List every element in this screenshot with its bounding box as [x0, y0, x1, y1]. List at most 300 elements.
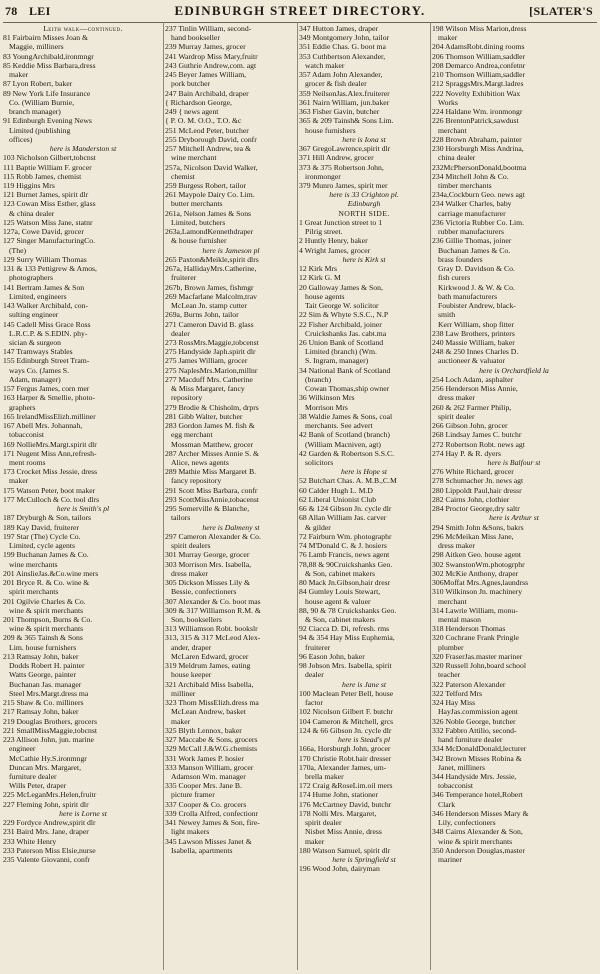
directory-entry: 275 James William, grocer	[165, 356, 248, 366]
directory-entry: 233 Paterson Miss Elsie,nurse	[3, 845, 96, 855]
directory-entry: 257 Mitchell Andrew, tea &	[165, 144, 251, 154]
directory-entry: house furnishers	[305, 125, 356, 135]
directory-entry: 171 Nugent Miss Ann,refresh-	[3, 448, 97, 458]
directory-entry: dress maker	[438, 393, 475, 403]
directory-entry: here is Manderston st	[49, 144, 117, 154]
directory-entry: 42 Garden & Robertson S.S.C.	[299, 448, 395, 458]
directory-column-1	[3, 24, 163, 970]
directory-entry: 72 Fairburn Wm. photographr	[299, 531, 392, 541]
directory-entry: 342 Brown Misses Robina &	[432, 753, 522, 763]
directory-entry: 124 & 66 Gibson Jn. cycle dlr	[299, 725, 392, 735]
directory-entry: HayJas.commission agent	[438, 707, 518, 717]
directory-entry: maker	[9, 476, 29, 486]
directory-entry: Steel Mrs.Margt.dress ma	[9, 688, 89, 698]
directory-entry: 326 Noble George, butcher	[432, 716, 516, 726]
directory-entry: 351 Eddie Chas. G. boot ma	[299, 42, 386, 52]
directory-entry: 98 Jobson Mrs. Isabella, spirit	[299, 661, 392, 671]
directory-entry: 209 & 365 Tainsh & Sons	[3, 633, 83, 643]
directory-entry: house agents	[305, 291, 345, 301]
directory-entry: 198 Wilson Miss Marion,dress	[432, 24, 527, 33]
directory-entry: 91 Edinburgh Evening News	[3, 116, 92, 126]
directory-entry: bath manufacturers	[438, 291, 498, 301]
directory-entry: 68 Allan William Jas. carver	[299, 513, 387, 523]
directory-entry: wine merchants	[9, 559, 58, 569]
directory-entry: 241 Wardrop Miss Mary,fruitr	[165, 51, 258, 61]
directory-entry: furniture dealer	[9, 771, 57, 781]
directory-entry: 212 SpraggsMrs.Margt.ladres	[432, 79, 524, 89]
directory-entry: ander, draper	[171, 642, 212, 652]
directory-entry: 201 Thompson, Burns & Co.	[3, 615, 93, 624]
directory-entry: 363 Fisher Gavin, butcher	[299, 107, 380, 117]
directory-entry: 371 Hill Andrew, grocer	[299, 153, 374, 163]
directory-entry: Limited, engineers	[9, 291, 67, 301]
directory-entry: 234 Mitchell John & Co.	[432, 171, 509, 181]
directory-entry: 256 Henderson Miss Annie,	[432, 384, 518, 394]
directory-entry: 307 Alexander & Co. boot mas	[165, 596, 261, 606]
directory-entry: 305 Dickson Misses Lily &	[165, 578, 250, 588]
directory-entry: tailors	[171, 513, 191, 523]
directory-entry: 170a, Alexander James, um-	[299, 762, 387, 772]
directory-entry: Clark	[438, 799, 456, 809]
directory-entry: 227 Fleming John, spirit dlr	[3, 799, 89, 809]
directory-entry: 111 Baptie William F. grocer	[3, 162, 92, 172]
directory-entry: 361 Nairn William, jun.baker	[299, 97, 390, 107]
directory-entry: 210 Thomson William,saddler	[432, 70, 526, 80]
directory-entry: 234 Walker Charles, baby	[432, 199, 512, 209]
directory-entry: 367 GregoLawrence,spirit dlr	[299, 144, 391, 154]
directory-entry: 62 Liberal Unionist Club	[299, 494, 377, 504]
directory-column-4	[432, 24, 596, 970]
directory-entry: here is Smith's pl	[56, 504, 110, 514]
directory-entry: 147 Tramways Stables	[3, 347, 73, 357]
directory-entry: 76 Lamb Francis, news agent	[299, 550, 390, 560]
directory-entry: 346 Henderson Misses Mary &	[432, 808, 529, 818]
directory-entry: (branch)	[305, 374, 332, 384]
directory-entry: 173 Crocket Miss Jessie, dress	[3, 467, 98, 477]
directory-entry: tobacconist	[9, 430, 45, 440]
directory-entry: 273 RossMrs.Maggie,tobcenst	[165, 337, 259, 347]
directory-entry: 89 New York Life Insurance	[3, 88, 91, 98]
directory-entry: 333 Manson William, grocer	[165, 762, 254, 772]
directory-entry: 187 Dryburgh & Son, tailors	[3, 513, 92, 523]
directory-entry: Son, booksellers	[171, 615, 222, 624]
directory-entry: 357 Adam John Alexander,	[299, 70, 383, 80]
directory-entry: here is Dalmeny st	[202, 522, 260, 532]
directory-entry: 257a, Nicolson David Walker,	[165, 162, 258, 172]
directory-entry: 223 Allison John, jun. marine	[3, 735, 94, 745]
directory-entry: 346 Temperance hotel,Robert	[432, 790, 523, 800]
directory-entry: 268 Lindsay James C. butchr	[432, 430, 522, 440]
directory-entry: 255 Dryborough David, confr	[165, 134, 257, 144]
directory-entry: here is Iona st	[342, 134, 386, 144]
directory-entry: 234a,Cockburn Geo. news agt	[432, 190, 525, 200]
directory-entry: 274 Hay P. & R. dyers	[432, 448, 501, 458]
directory-entry: & house furnisher	[171, 236, 227, 246]
directory-entry: 344 Handyside Mrs. Jessie,	[432, 771, 517, 781]
directory-entry: 320 Russell John,board school	[432, 661, 526, 671]
directory-entry: 22 Fisher Archibald, joiner	[299, 319, 382, 329]
directory-entry: 306Moffat Mrs.Agnes,laundrss	[432, 578, 529, 588]
directory-entry: Duncan Mrs. Margaret,	[9, 762, 82, 772]
directory-entry: butter merchants	[171, 199, 223, 209]
directory-entry: 206 Thomson William,saddler	[432, 51, 526, 61]
directory-entry: 80 Mack Jn.Gibson,hair dresr	[299, 578, 391, 588]
directory-entry: graphers	[9, 402, 36, 412]
directory-entry: 81 Fairbairn Misses Joan &	[3, 33, 88, 43]
directory-entry: 298 Aitken Geo. house agent	[432, 550, 522, 560]
section-marker: LEI	[29, 4, 51, 18]
directory-entry: solicitors	[305, 458, 334, 468]
directory-entry: 347 Hutton James, draper	[299, 24, 378, 33]
directory-entry: 217 Ramsay John, baker	[3, 707, 79, 717]
directory-entry: 295 Somerville & Blanche,	[165, 504, 250, 514]
directory-entry: 42 Bank of Scotland (branch)	[299, 430, 390, 440]
directory-entry: spirit dealers	[171, 541, 211, 551]
directory-entry: 282 Cairns John, clothier	[432, 494, 510, 504]
directory-entry: 103 Nicholson Gilbert,tobcnst	[3, 153, 96, 163]
directory-entry: 167 Abell Mrs. Johannah,	[3, 421, 83, 431]
directory-entry: 12 Kirk G. M	[299, 273, 341, 283]
directory-entry: 271 Cameron David B. glass	[165, 319, 254, 329]
directory-entry: 26 Union Bank of Scotland	[299, 337, 384, 347]
directory-entry: 294 Smith John &Sons, bakrs	[432, 522, 524, 532]
directory-entry: 83 YoungArchibald,ironmngr	[3, 51, 94, 61]
directory-entry: 238 Law Brothers, printers	[432, 328, 515, 338]
directory-entry: maker	[171, 716, 191, 726]
directory-entry: 322 Telford Mrs	[432, 688, 483, 698]
directory-entry: Cowan Thomas,ship owner	[305, 384, 390, 394]
directory-entry: wine & spirit merchants	[9, 605, 84, 615]
directory-entry: 261 Maypole Dairy Co. Lim.	[165, 190, 255, 200]
directory-entry: egg merchant	[171, 430, 213, 440]
directory-entry: factor	[305, 698, 323, 708]
directory-entry: here is Jane st	[342, 679, 386, 689]
directory-entry: 278 Schumacher Jn. news agt	[432, 476, 524, 486]
directory-entry: 269 Macfarlane Malcolm,trav	[165, 291, 257, 301]
directory-entry: 236 Gillie Thomas, joiner	[432, 236, 512, 246]
directory-entry: 329 McCall J.&W.G.chemists	[165, 744, 258, 754]
directory-entry: 365 & 209 Tainsh& Sons Lim.	[299, 116, 394, 126]
directory-entry: 335 Cooper Mrs. Jane B.	[165, 781, 242, 791]
directory-entry: & china dealer	[9, 208, 55, 218]
directory-entry: carriage manufacturer	[438, 208, 506, 218]
directory-entry: 230 Horsburgh Miss Andrina,	[432, 144, 524, 154]
directory-entry: wine & spirit merchants	[438, 836, 513, 846]
directory-entry: here is 33 Crighton pl.	[329, 190, 399, 200]
directory-entry: 236 Victoria Rubber Co. Lim.	[432, 217, 525, 227]
directory-entry: here is Springfield st	[332, 855, 396, 865]
directory-entry: 301 Murray George, grocer	[165, 550, 250, 560]
directory-entry: grocer & fish dealer	[305, 79, 367, 89]
directory-entry: 92 Ciacca D. Di, refresh. rms	[299, 624, 390, 634]
directory-entry: McCathie Hy.S.ironmngr	[9, 753, 87, 763]
directory-entry: 239 Murray James, grocer	[165, 42, 246, 52]
directory-entry: 100 Maclean Peter Bell, house	[299, 688, 394, 698]
directory-entry: & Son, cabinet makers	[305, 615, 376, 624]
directory-entry: 310 Wilkinson Jn. machinery	[432, 587, 523, 597]
directory-entry: 88, 90 & 78 Cruickshanks Geo.	[299, 605, 397, 615]
directory-entry: merchant	[438, 125, 467, 135]
directory-entry: Dodds Robert H. painter	[9, 661, 85, 671]
directory-entry: { Richardson George,	[165, 97, 232, 107]
directory-entry: 261a, Nelson James & Sons	[165, 208, 252, 218]
directory-entry: sulting engineer	[9, 310, 59, 320]
directory-entry: 267b, Brown James, fishmgr	[165, 282, 254, 292]
directory-entry: Alice, news agents	[171, 458, 229, 468]
directory-entry: merchants. See advert	[305, 421, 373, 431]
directory-entry: 345 Lawson Misses Janet &	[165, 836, 252, 846]
directory-entry: here is Jameson pl	[202, 245, 260, 255]
directory-entry: 323 Thom MissElizh.dress ma	[165, 698, 259, 708]
directory-entry: 155 Edinburgh Street Tram-	[3, 356, 90, 366]
directory-entry: Buchanan Jas. manager	[9, 679, 82, 689]
directory-entry: dress maker	[438, 541, 475, 551]
directory-entry: 321 Archibald Miss Isabella,	[165, 679, 254, 689]
directory-entry: 320 FraserJas.master mariner	[432, 651, 523, 661]
directory-entry: 235 Valente Giovanni, confr	[3, 855, 90, 865]
directory-entry: china dealer	[438, 153, 476, 163]
directory-entry: 359 NeilsonJas.Alex.fruiterer	[299, 88, 390, 98]
directory-entry: Cruickshanks Jas. cabt.ma	[305, 328, 387, 338]
directory-entry: spirit dealer	[438, 411, 475, 421]
directory-entry: 104 Cameron & Mitchell, grcs	[299, 716, 394, 726]
directory-entry: 267a, HallidayMrs.Catherine,	[165, 264, 257, 274]
directory-entry: 269a, Burns John, tailor	[165, 310, 239, 320]
directory-entry: dealer	[171, 328, 190, 338]
directory-entry: timber merchants	[438, 180, 492, 190]
directory-entry: 289 Mathie Miss Margaret B.	[165, 467, 257, 477]
directory-entry: 240 Massie William, baker	[432, 337, 515, 347]
directory-entry: 302 SwanstonWm.photogrphr	[432, 559, 525, 569]
directory-entry: Edinburgh	[347, 199, 381, 209]
directory-entry: 263a,LamondKennethdraper	[165, 227, 254, 237]
directory-entry: Limited, butchers	[171, 217, 226, 227]
directory-entry: spirit merchants	[9, 587, 59, 597]
directory-entry: 213 Ramsay John, baker	[3, 651, 79, 661]
directory-entry: mental mason	[438, 615, 481, 624]
directory-entry: 254 Loch Adam, asphalter	[432, 374, 514, 384]
directory-entry: sician & surgeon	[9, 337, 61, 347]
directory-entry: NORTH SIDE.	[338, 208, 390, 218]
directory-entry: 249 { news agent	[165, 107, 219, 117]
directory-entry: Kerr William, shop fitter	[438, 319, 514, 329]
directory-entry: 260 & 262 Farmer Philip,	[432, 402, 512, 412]
directory-entry: 341 Newey James & Son, fire-	[165, 818, 260, 828]
directory-entry: 157 Fergus James, corn mer	[3, 384, 90, 394]
directory-entry: 84 Gumley Louis Stewart,	[299, 587, 381, 597]
directory-entry: 189 Kay David, fruiterer	[3, 522, 79, 532]
directory-entry: 34 National Bank of Scotland	[299, 365, 391, 375]
directory-entry: 232McPhersonDonald,bootma	[432, 162, 527, 172]
directory-entry: 327 Maccabe & Sons, grocers	[165, 735, 258, 745]
directory-entry: 314 Lawrie William, monu-	[432, 605, 518, 615]
directory-entry: 259 Burgess Robert, tailor	[165, 180, 246, 190]
directory-entry: here is Hope st	[340, 467, 388, 477]
page-header	[3, 1, 597, 22]
directory-entry: wine merchant	[171, 153, 217, 163]
directory-entry: 265 Paxton&Meikle,spirit dlrs	[165, 254, 259, 264]
directory-entry: maker	[9, 70, 29, 80]
directory-entry: here is Stead's pl	[338, 735, 390, 745]
directory-entry: 125 Watson Miss Jane, statnr	[3, 217, 93, 227]
directory-entry: 219 Douglas Brothers, grocers	[3, 716, 97, 726]
directory-entry: dress maker	[171, 568, 208, 578]
directory-entry: McLaren Edward, grocer	[171, 651, 249, 661]
directory-entry: here is Arthur st	[489, 513, 539, 523]
directory-entry: 320 Cochrane Frank Pringle	[432, 633, 519, 643]
directory-entry: 224 Haldane Wm. ironmongr	[432, 107, 523, 117]
directory-entry: 180 Watson Samuel, spirit dlr	[299, 845, 391, 855]
column-divider	[297, 22, 298, 970]
directory-entry: Buchanan James & Co.	[438, 245, 511, 255]
directory-entry: 175 Watson Peter, boot maker	[3, 485, 96, 495]
directory-entry: 20 Galloway James & Son,	[299, 282, 383, 292]
directory-entry: 115 Robb James, chemist	[3, 171, 82, 181]
directory-entry: 334 McDonaldDonald,lecturer	[432, 744, 527, 754]
directory-entry: 331 Work James P. hosier	[165, 753, 244, 763]
directory-entry: 12 Kirk Mrs	[299, 264, 338, 274]
directory-entry: maker	[305, 836, 325, 846]
directory-entry: here is Orchardfield la	[479, 365, 549, 375]
directory-entry: 229 Fordyce Andrew,spirit dlr	[3, 818, 96, 828]
directory-entry: 87 Lyon Robert, baker	[3, 79, 73, 89]
directory-entry: smith	[438, 310, 456, 320]
directory-entry: (The)	[9, 245, 27, 255]
page-number: 78	[5, 4, 18, 18]
directory-entry: ment rooms	[9, 458, 46, 468]
directory-entry: 237 Tinlin William, second-	[165, 24, 252, 33]
directory-entry: Adamson Wm. manager	[171, 771, 246, 781]
directory-entry: engineer	[9, 744, 36, 754]
directory-entry: Lim. house furnishers	[9, 642, 77, 652]
directory-entry: 174 Hume John, stationer	[299, 790, 378, 800]
directory-entry: 102 Nicolson Gilbert F. butchr	[299, 707, 393, 717]
directory-entry: 228 Brown Abraham, painter	[432, 134, 522, 144]
directory-entry: Lily, confectioners	[438, 818, 496, 828]
directory-entry: 276 White Richard, grocer	[432, 467, 514, 477]
directory-entry: 94 & 354 Hay Miss Euphemia,	[299, 633, 395, 643]
directory-entry: 231 Baird Mrs. Jane, draper	[3, 827, 89, 837]
header-rule	[3, 22, 597, 23]
directory-entry: Maggie, milliners	[9, 42, 64, 52]
directory-entry: 337 Cooper & Co. grocers	[165, 799, 247, 809]
directory-entry: here is Lorne st	[59, 808, 107, 818]
directory-entry: 196 Wood John, dairyman	[299, 864, 380, 874]
directory-entry: 66 & 124 Gibson Jn. cycle dlr	[299, 504, 392, 514]
directory-entry: 248 & 250 Innes Charles D.	[432, 347, 519, 357]
directory-entry: L.R.C.P. & S.EDIN. phy-	[9, 328, 88, 338]
directory-entry: Watts George, painter	[9, 670, 76, 680]
directory-entry: 275 NaplesMrs.Marion,millnr	[165, 365, 258, 375]
directory-entry: & Son, cabinet makers	[305, 568, 376, 578]
directory-entry: 52 Butchart Chas. A. M.B.,C.M	[299, 476, 397, 486]
directory-entry: Works	[438, 97, 458, 107]
directory-entry: 121 Burnet James, spirit dlr	[3, 190, 89, 200]
directory-entry: 163 Harper & Smellie, photo-	[3, 393, 96, 403]
directory-entry: ways Co. (James S.	[9, 365, 70, 375]
directory-entry: 243 Guthrie Andrew,com. agt	[165, 60, 257, 70]
directory-entry: Tait George W. solicitor	[305, 301, 379, 311]
directory-entry: house keeper	[171, 670, 212, 680]
directory-entry: 318 Henderson Thomas	[432, 624, 506, 634]
directory-entry: Foubister Andrew, black-	[438, 301, 516, 311]
directory-entry: & gilder	[305, 522, 331, 532]
directory-entry: Leith walk—continued.	[43, 24, 123, 33]
directory-entry: maker	[438, 33, 458, 43]
directory-column-2	[165, 24, 297, 970]
directory-entry: McLean Andrew, basket	[171, 707, 246, 717]
directory-entry: wine & spirit merchants	[9, 624, 84, 634]
directory-entry: tobacconist	[438, 781, 474, 791]
directory-entry: Nisbet Miss Annie, dress	[305, 827, 382, 837]
directory-entry: 127a, Cowe David, grocer	[3, 227, 84, 237]
directory-entry: 297 Cameron Alexander & Co.	[165, 531, 261, 541]
directory-entry: 266 Gibson John, grocer	[432, 421, 508, 431]
directory-entry: merchant	[438, 596, 467, 606]
directory-entry: watch maker	[305, 60, 345, 70]
directory-entry: 169 NollieMrs.Margt.spirit dlr	[3, 439, 97, 449]
directory-entry: 350 Anderson Douglas,master	[432, 845, 525, 855]
directory-entry: 178 Nolli Mrs. Margaret,	[299, 808, 377, 818]
directory-entry: picture framer	[171, 790, 215, 800]
directory-entry: Co. (William Burnie,	[9, 97, 75, 107]
directory-entry: 279 Brodie & Chisholm, drprs	[165, 402, 259, 412]
directory-entry: fish curers	[438, 273, 471, 283]
directory-entry: { P. O. M. O.O., T.O. &c	[165, 116, 242, 126]
directory-entry: 324 Hay Miss	[432, 698, 476, 708]
directory-entry: 379 Munro James, spirit mer	[299, 180, 388, 190]
directory-entry: 96 Eason John, baker	[299, 651, 365, 661]
directory-entry: 245 Beyer James William,	[165, 70, 247, 80]
directory-entry: 281 Gibb Walter, butcher	[165, 411, 243, 421]
directory-entry: 283 Gordon James M. fish &	[165, 421, 255, 431]
directory-entry: 277 Macduff Mrs. Catherine	[165, 374, 253, 384]
directory-entry: 284 Proctor George,dry saltr	[432, 504, 520, 514]
directory-entry: 38 Waldie James & Sons, coal	[299, 411, 393, 421]
directory-entry: Mossman Matthew, grocer	[171, 439, 254, 449]
directory-entry: 225 McLeganMrs.Helen,fruitr	[3, 790, 97, 800]
directory-entry: 325 Blyth Lennox, baker	[165, 725, 242, 735]
directory-entry: 176 McCartney David, butchr	[299, 799, 392, 809]
directory-entry: 373 & 375 Robertson John,	[299, 162, 384, 172]
directory-entry: 131 & 133 Pettigrew & Amos,	[3, 264, 97, 274]
directory-entry: 247 Bain Archibald, draper	[165, 88, 249, 98]
directory-entry: 177 McCulloch & Co. tool dlrs	[3, 494, 100, 504]
directory-entry: 309 & 317 Williamson R.M. &	[165, 605, 261, 615]
directory-entry: 208 Demarco Andrea,confetnr	[432, 60, 526, 70]
directory-entry: 78,88 & 90Cruickshanks Geo.	[299, 559, 393, 569]
directory-entry: 275 Handyside Japh.spirit dlr	[165, 347, 256, 357]
directory-entry: 221 SmallMissMaggie,tobcnst	[3, 725, 97, 735]
directory-entry: rubber manufacturers	[438, 227, 504, 237]
directory-entry: 287 Archer Misses Annie S. &	[165, 448, 259, 458]
directory-entry: Isabella, apartments	[171, 845, 233, 855]
directory-entry: 201 AinslieJas.&Co.wine mers	[3, 568, 99, 578]
directory-entry: 60 Calder Hugh L. M.D	[299, 485, 373, 495]
directory-entry: 303 Morrison Mrs. Isabella,	[165, 559, 252, 569]
directory-entry: mariner	[438, 855, 462, 865]
directory-entry: milliner	[171, 688, 196, 698]
directory-entry: Janet, milliners	[438, 762, 485, 772]
directory-entry: 222 Novelty Exhibition Wax	[432, 88, 521, 98]
directory-entry: 233 White Henry	[3, 836, 57, 846]
directory-entry: teacher	[438, 670, 461, 680]
directory-entry: spirit dealer	[305, 818, 342, 828]
directory-entry: 199 Buchanan James & Co.	[3, 550, 89, 560]
directory-entry: 319 Meldrum James, eating	[165, 661, 251, 671]
directory-entry: McLean Jn. stamp cutter	[171, 301, 247, 311]
directory-entry: 215 Shaw & Co. milliners	[3, 698, 84, 708]
